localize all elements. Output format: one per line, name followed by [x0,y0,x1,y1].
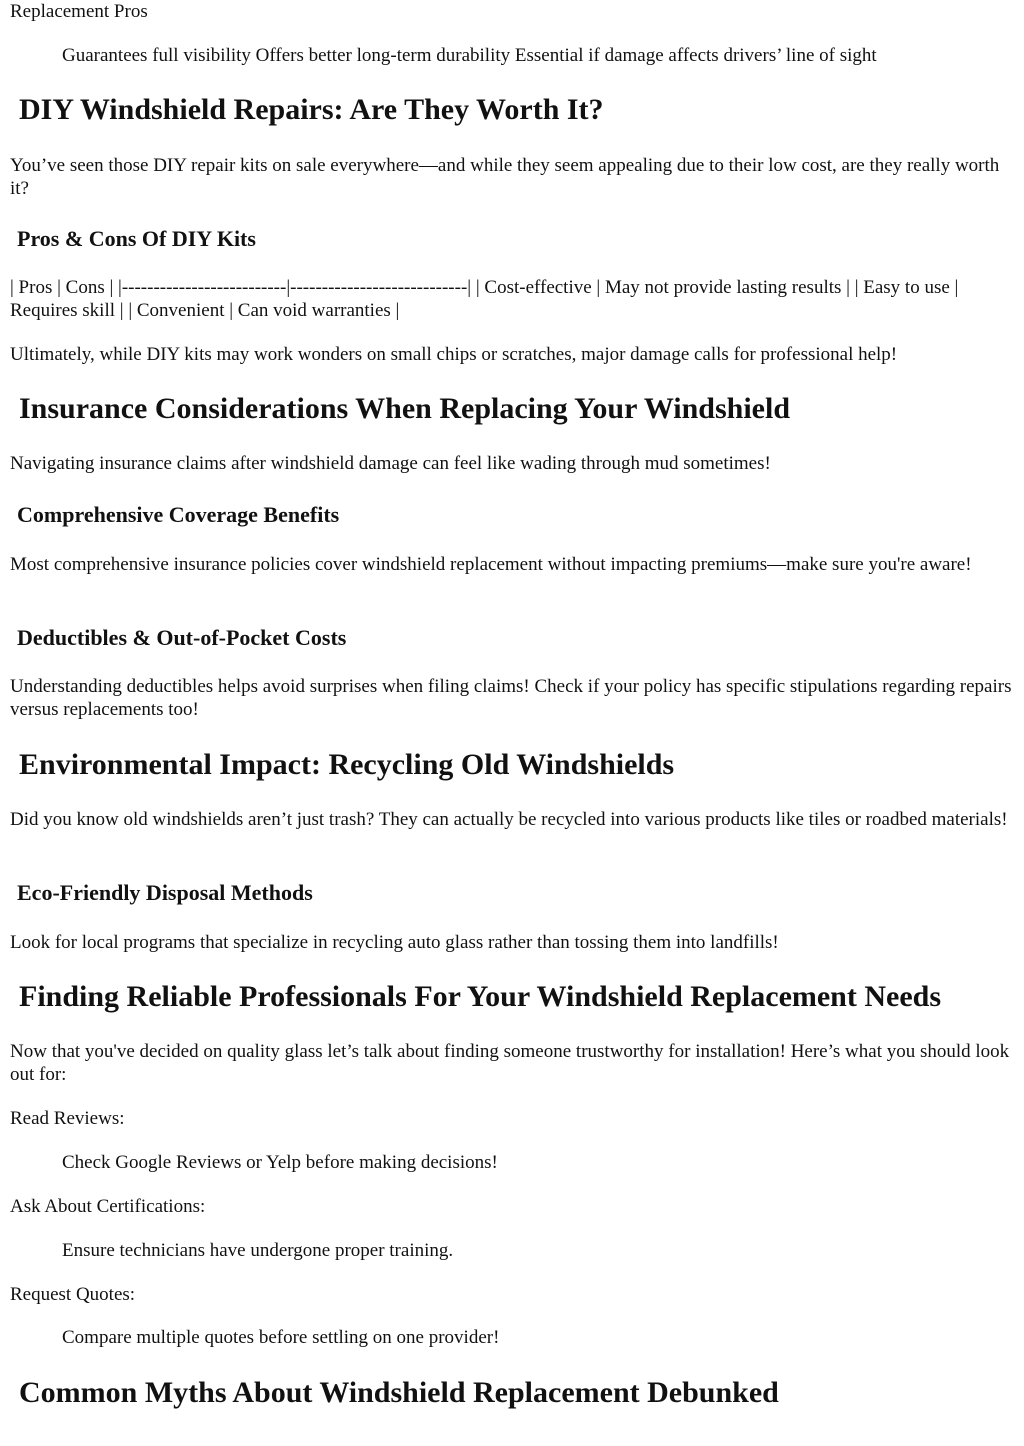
insurance-intro-paragraph: Navigating insurance claims after windshield damage can feel like wading through mud sometimes! [10,453,771,474]
environment-paragraph: Did you know old windshields aren’t just trash? They can actually be recycled into various products like tiles or roadbed materials! [10,809,1008,830]
replacement-pros-label: Replacement Pros [10,1,148,22]
tip-term: Read Reviews: [10,1108,125,1129]
tip-detail: Check Google Reviews or Yelp before making decisions! [62,1152,498,1173]
tip-detail: Ensure technicians have undergone proper training. [62,1240,454,1261]
eco-paragraph: Look for local programs that specialize in recycling auto glass rather than tossing them into landfills! [10,932,779,953]
environment-heading: Environmental Impact: Recycling Old Windshields [19,748,675,781]
myths-heading: Common Myths About Windshield Replacement Debunked [19,1376,779,1409]
deductibles-paragraph: Understanding deductibles helps avoid surprises when filing claims! Check if your policy has specific stipulations regarding repairs versus replacements too! [10,676,1012,720]
coverage-paragraph: Most comprehensive insurance policies cover windshield replacement without impacting premiums—make sure you're aware! [10,554,972,575]
diy-heading: DIY Windshield Repairs: Are They Worth It? [19,93,604,126]
professionals-heading: Finding Reliable Professionals For Your Windshield Replacement Needs [19,980,942,1013]
deductibles-heading: Deductibles & Out-of-Pocket Costs [17,625,347,650]
tip-term: Ask About Certifications: [10,1196,206,1217]
tip-term: Request Quotes: [10,1284,136,1305]
pros-cons-table-text: | Pros | Cons | |--------------------------|----------------------------| | Cost-effective | May not provide lasting results | | Easy to use | Requires skill | | Convenient | Can void warranties | [10,277,959,321]
coverage-heading: Comprehensive Coverage Benefits [17,502,340,527]
eco-heading: Eco-Friendly Disposal Methods [17,880,313,905]
professionals-intro-paragraph: Now that you've decided on quality glass let’s talk about finding someone trustworthy for installation! Here’s what you should look out for: [10,1041,1010,1085]
tip-detail: Compare multiple quotes before settling on one provider! [62,1327,500,1348]
pros-cons-heading: Pros & Cons Of DIY Kits [17,226,256,251]
diy-conclusion-paragraph: Ultimately, while DIY kits may work wonders on small chips or scratches, major damage calls for professional help! [10,344,898,365]
diy-intro-paragraph: You’ve seen those DIY repair kits on sale everywhere—and while they seem appealing due to their low cost, are they really worth it? [10,155,1000,199]
insurance-heading: Insurance Considerations When Replacing Your Windshield [19,392,791,425]
replacement-pros-items: Guarantees full visibility Offers better long-term durability Essential if damage affects drivers’ line of sight [62,45,877,66]
